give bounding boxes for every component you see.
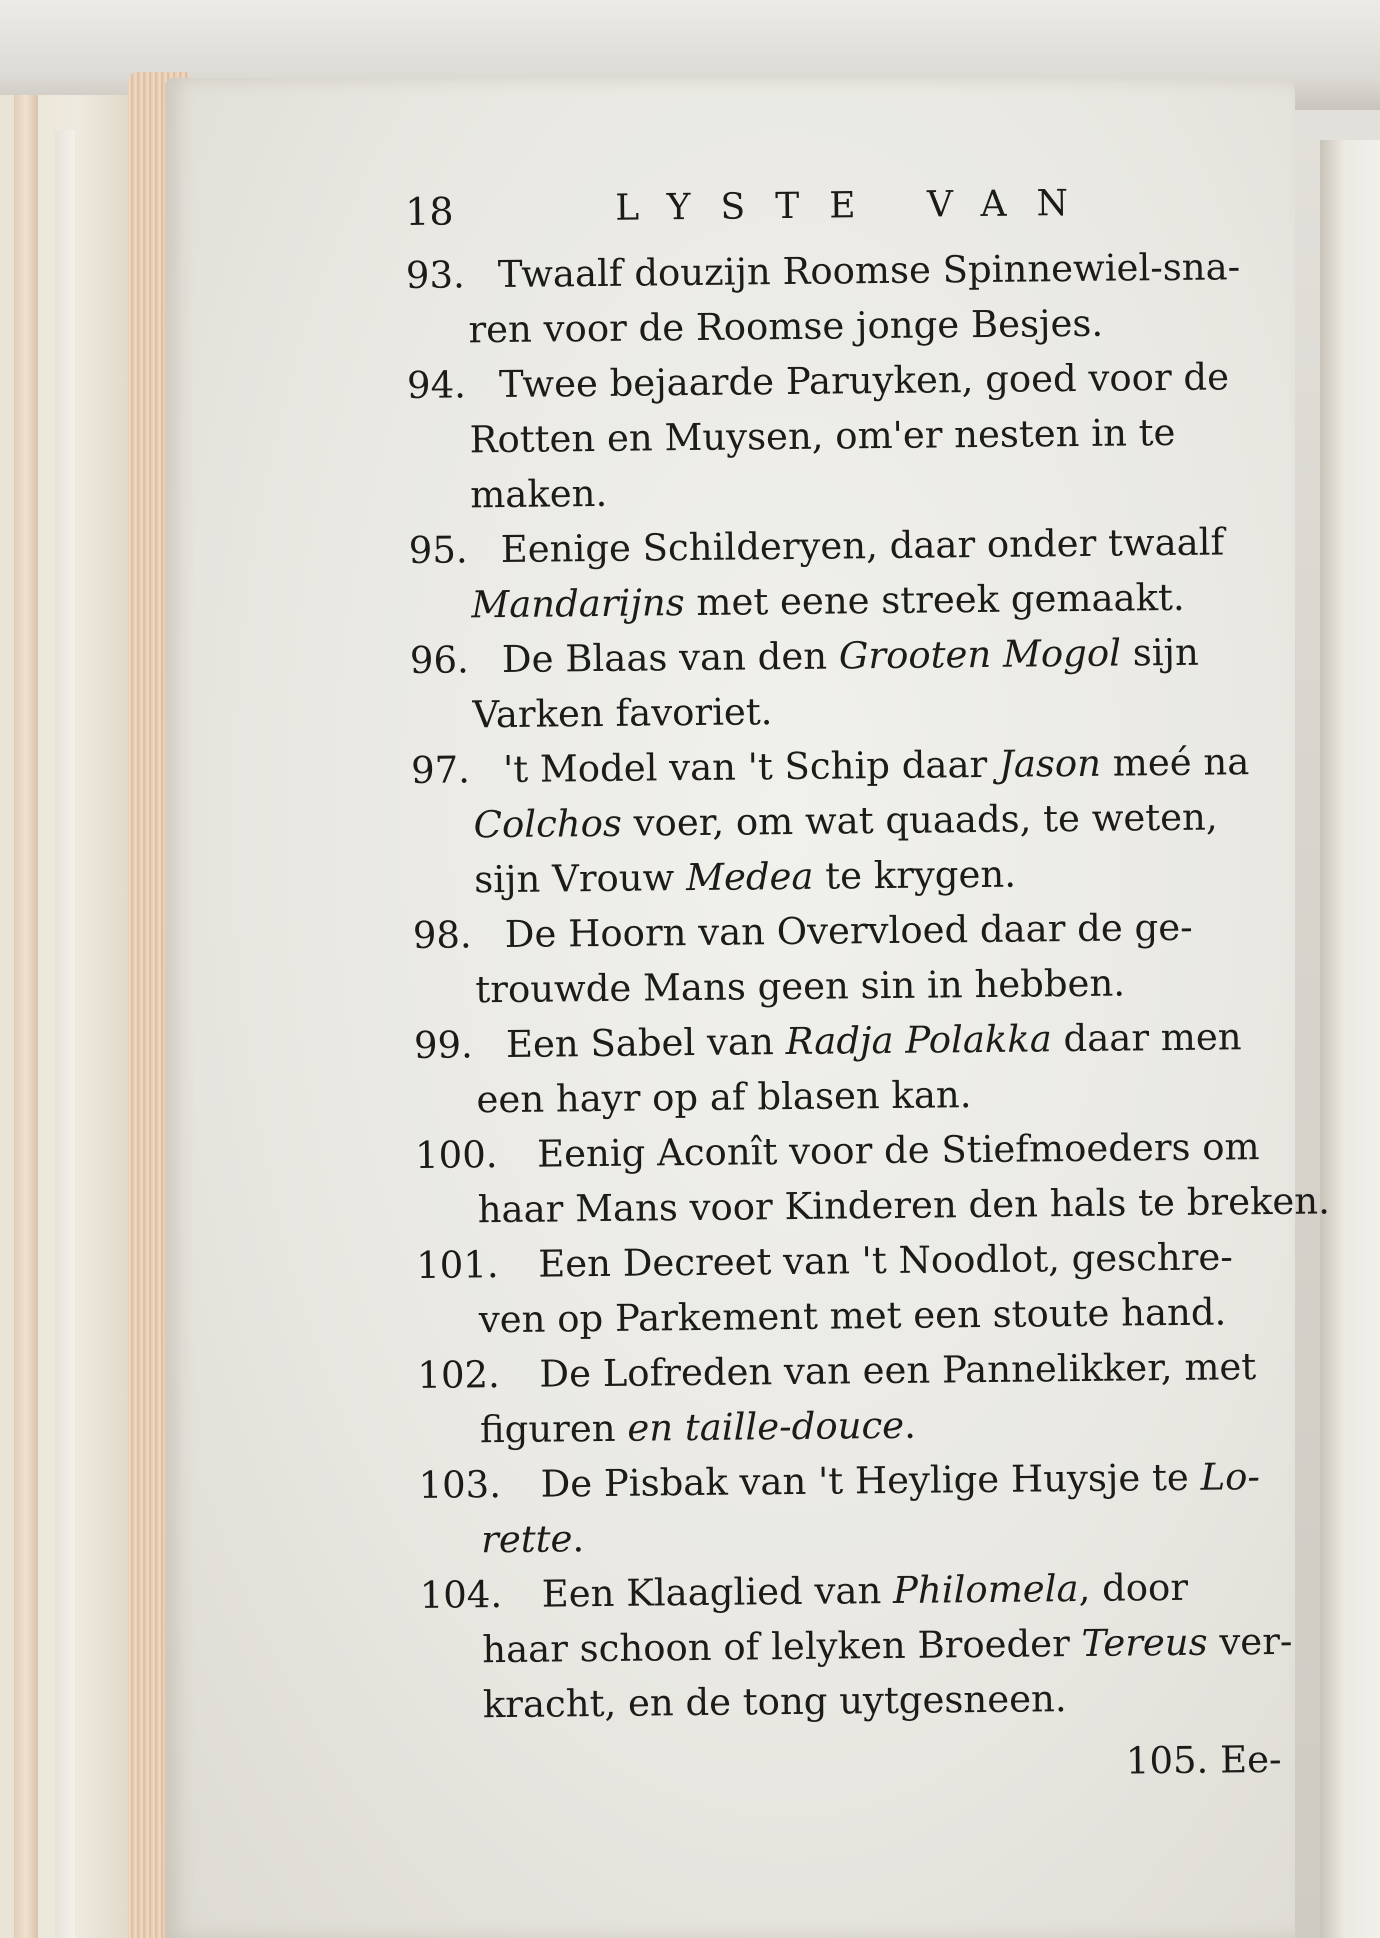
italic-text: Mandarijns (471, 581, 685, 627)
italic-text: Colchos (473, 801, 623, 847)
italic-text: Radja Polakka (785, 1017, 1053, 1064)
entry-number: 96. (409, 638, 469, 682)
entry-number: 98. (412, 913, 472, 957)
entry-text: haar schoon of lelyken Broeder (482, 1621, 1082, 1672)
entry-text: Een Sabel van (505, 1020, 786, 1066)
entry-line (421, 1669, 1302, 1733)
entry-line (406, 239, 1287, 303)
list-item (406, 239, 1287, 358)
italic-text: rette (480, 1517, 573, 1562)
entry-text: . (572, 1517, 585, 1561)
entry-line (410, 624, 1291, 688)
entry-number: 95. (408, 528, 468, 572)
list-item (418, 1449, 1299, 1568)
left-page-edge (14, 95, 38, 1938)
running-title: LYSTE VAN (614, 182, 1099, 229)
entry-text: Twee bejaarde Paruyken, goed voor de (498, 355, 1230, 407)
list-item (413, 899, 1294, 1018)
entry-list (405, 239, 1331, 1733)
italic-text: Grooten Mogol (838, 631, 1122, 678)
entry-number: 100. (414, 1133, 498, 1177)
entry-text: Twaalf douzijn Roomse Spinnewiel-sna- (497, 245, 1241, 297)
entry-text: ren voor de Roomse jonge Besjes. (468, 301, 1104, 352)
entry-line (415, 1119, 1296, 1183)
entry-line (408, 459, 1289, 523)
italic-text: Tereus (1081, 1620, 1208, 1665)
entry-line (418, 1449, 1299, 1513)
italic-text: Jason (998, 741, 1102, 786)
entry-text: haar Mans voor Kinderen den hals te breken. (477, 1179, 1331, 1232)
entry-line (415, 1174, 1331, 1238)
entry-text: ven op Parkement met een stoute hand. (478, 1290, 1227, 1342)
entry-text: voer, om wat quaads, te weten, (621, 795, 1218, 845)
entry-number: 101. (416, 1243, 499, 1287)
list-item (417, 1339, 1298, 1458)
page-text (405, 181, 1331, 1796)
italic-text: Medea (685, 854, 814, 900)
entry-text: 't Model van 't Schip daar (502, 742, 1000, 792)
italic-text: Philomela (892, 1567, 1079, 1612)
list-item (408, 514, 1289, 633)
page-number: 18 (405, 189, 454, 234)
list-item (414, 1119, 1331, 1238)
entry-text: te krygen. (813, 852, 1017, 898)
list-item (410, 624, 1291, 743)
italic-text: en taille-douce (627, 1403, 905, 1450)
italic-text: Lo- (1200, 1455, 1261, 1499)
entry-text: sijn Vrouw (474, 856, 687, 902)
entry-text: , door (1078, 1565, 1189, 1611)
list-item (414, 1009, 1295, 1128)
entry-line (416, 1229, 1297, 1293)
entry-text: een hayr op af blasen kan. (476, 1073, 972, 1122)
entry-text: daar men (1051, 1015, 1242, 1061)
entry-text: Varken favoriet. (472, 690, 773, 737)
entry-text: figuren (479, 1406, 628, 1452)
entry-line (418, 1394, 1299, 1458)
list-item (411, 734, 1293, 908)
entry-line (419, 1504, 1300, 1568)
entry-text: De Pisbak van 't Heylige Huysje te (540, 1455, 1201, 1506)
entry-text: Eenige Schilderyen, daar onder twaalf (500, 520, 1225, 572)
entry-text: kracht, en de tong uytgesneen. (482, 1677, 1067, 1727)
entry-text: Eenig Aconît voor de Stiefmoeders om (536, 1125, 1260, 1176)
list-item (416, 1229, 1297, 1348)
entry-line (414, 1064, 1295, 1128)
entry-line (417, 1284, 1298, 1348)
entry-number: 102. (417, 1353, 501, 1397)
entry-line (407, 349, 1288, 413)
entry-number: 103. (418, 1463, 502, 1507)
entry-number: 104. (419, 1573, 503, 1617)
entry-number: 99. (413, 1023, 474, 1067)
entry-line (407, 404, 1288, 468)
list-item (407, 349, 1289, 523)
entry-text: . (903, 1403, 917, 1447)
right-facing-page-edge (1320, 140, 1380, 1938)
entry-text: Een Klaaglied van (541, 1568, 894, 1616)
entry-number: 93. (405, 253, 465, 297)
entry-line (411, 734, 1292, 798)
entry-line (413, 954, 1294, 1018)
entry-text: maken. (469, 471, 608, 517)
entry-line (420, 1614, 1301, 1678)
entry-text: De Hoorn van Overvloed daar de ge- (504, 905, 1193, 956)
entry-line (417, 1339, 1298, 1403)
entry-line (419, 1559, 1300, 1623)
running-head (405, 181, 1286, 248)
entry-text: met eene streek gemaakt. (684, 575, 1185, 625)
entry-number: 94. (406, 363, 467, 407)
entry-line (409, 569, 1290, 633)
entry-number: 97. (410, 748, 471, 792)
entry-line (410, 679, 1291, 743)
left-gutter (55, 130, 75, 1938)
list-item (419, 1559, 1301, 1733)
entry-line (412, 844, 1293, 908)
entry-line (413, 899, 1294, 963)
entry-text: sijn (1120, 630, 1200, 675)
entry-line (411, 789, 1292, 853)
entry-text: Rotten en Muysen, om'er nesten in te (469, 410, 1176, 462)
entry-line (406, 294, 1287, 358)
entry-text: De Lofreden van een Pannelikker, met (539, 1345, 1257, 1396)
catchword: 105. Ee- (1125, 1737, 1282, 1783)
entry-text: De Blaas van den (501, 634, 840, 682)
entry-text: Een Decreet van 't Noodlot, geschre- (538, 1235, 1234, 1286)
entry-text: trouwde Mans geen sin in hebben. (475, 961, 1126, 1012)
entry-line (414, 1009, 1295, 1073)
entry-text: ver- (1207, 1619, 1293, 1664)
entry-text: meé na (1100, 740, 1250, 785)
entry-line (408, 514, 1289, 578)
